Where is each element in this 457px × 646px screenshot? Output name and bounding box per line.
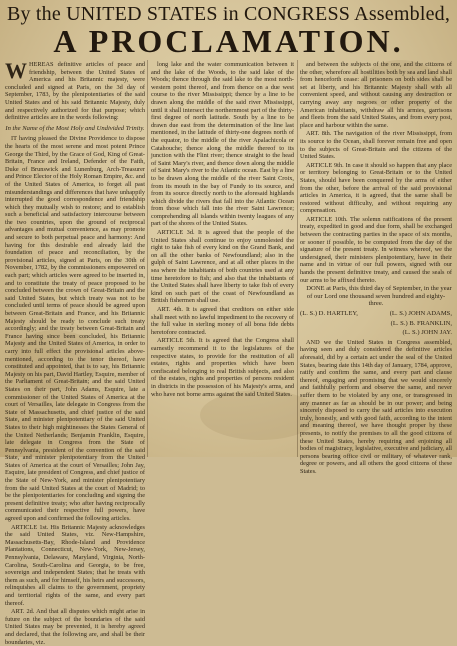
treaty-intro: IT having pleased the Divine Providence to dispose the hearts of the most serene and most potent Prince George the Third, by the Grace of God, King of Great-Britain, France and Ireland, Defender of the Faith, Duke of Brunswick and Lunenburg, Arch-Treasurer and Prince Elector of the Holy Roman Empire, &c. and of the United States of America, to forget all past misunderstandings and differences that have unhappily interrupted the good correspondence and friendship which they mutually wish to restore; and to establish such a beneficial and satisfactory intercourse between the two countries, upon the ground of reciprocal advantages and mutual convenience, as may promote and secure to both perpetual peace and harmony: And having for this desirable end already laid the foundation of peace and reconciliation, by the provisional articles, signed at Paris, on the 30th of November, 1782, by the commissioners empowered on each part; which articles were agreed to be inserted in, and to constitute the treaty of peace proposed to be concluded between the crown of Great-Britain and the said United States, but which treaty was not to be concluded until terms of peace should be agreed upon between Great-Britain and France, and his Britannic Majesty should be ready to conclude such treaty accordingly; and the treaty between Great-Britain and France having since been concluded, his Britannic Majesty and the United States of America, in order to carry into full effect the provisional articles above-mentioned, according to the tenor thereof, have constituted and appointed, that is to say, his Britannic Majesty on his part, David Hartley, Esquire, member of the Parliament of Great-Britain; and the said United States on their part, John Adams, Esquire, late a commissioner of the United States of America at the court of Versailles, late delegate in Congress from the State of Massachusetts, and chief justice of the said State, and minister plenipotentiary of the said United States to their high mightinesses the States General of the United Netherlands; Benjamin Franklin, Esquire, late delegate in Congress from the State of Pennsylvania, president of the convention of the said State, and minister plenipotentiary from the United States of America at the court of Versailles; John Jay, Esquire, late president of Congress, and chief justice of the State of New-York, and minister plenipotentiary from the said United States at the court of Madrid; to be the plenipotentiaries for concluding and signing the present definitive treaty; who after having reciprocally communicated their respective full powers, have agreed upon and confirmed the following articles. xyxy=(5,135,146,523)
signature-hartley: (L. S.) D. HARTLEY, xyxy=(300,310,358,317)
signature-row xyxy=(300,320,452,328)
column-left xyxy=(5,58,146,646)
signature-row xyxy=(300,310,452,318)
signature-franklin: (L. S.) B. FRANKLIN, xyxy=(390,319,452,327)
article-7-text: and between the subjects of the one, and the citizens of the other, wherefore all hostilities both by sea and land shall from henceforth cease: all prisoners on both sides shall be set at liberty, and his Britannic Majesty shall with all convenient speed, and without causing any destruction or carrying away any negroes or other property of the American inhabitants, withdraw all his armies, garrisons and fleets from the said United States, and from every post, place and harbour within the same. xyxy=(300,61,452,129)
header-proclamation: A PROCLAMATION. xyxy=(53,23,404,59)
article-5: ARTICLE 5th. It is agreed that the Congress shall earnestly recommend it to the legislatures of the respective states, to provide for the restitution of all estates, rights and properties which have been confiscated belonging to real British subjects, and also of the estates, rights and properties of persons resident in districts in the possession of his Majesty's arms, and who have not borne arms against the said United States. xyxy=(151,337,294,398)
article-9: ARTICLE 9th. In case it should so happen that any place or territory belonging to Great-Britain or to the United States, should have been conquered by the arms of either from the other, before the arrival of the said provisional articles in America, it is agreed, that the same shall be restored without difficulty, and without requiring any compensation. xyxy=(300,161,452,215)
congress-ratification: AND we the United States in Congress assembled, having seen and duly considered the definitive articles aforesaid, did by a certain act under the seal of the United States, bearing date this 14th day of January, 1784, approve, ratify and confirm the same, and every part and clause thereof, engaging and promising that we would sincerely and faithfully perform and observe the same, and never suffer them to be violated by any one, or transgressed in any manner as far as should be in our power; and being sincerely disposed to carry the said articles into execution truly, honestly, and with good faith, according to the intent and meaning thereof, we have thought proper by these presents, to notify the premises to all the good citizens of these United States, hereby requiring and enjoining all bodies of magistracy, legislative, executive and judiciary, all persons bearing office civil or military, of whatever rank, degree or powers, and all others the good citizens of these States. xyxy=(300,338,453,475)
invocation: In the Name of the Most Holy and Undivided Trinity. xyxy=(5,124,145,132)
header-assembled: By the UNITED STATES in CONGRESS Assembled, xyxy=(6,3,451,25)
signature-jay: (L. S.) JOHN JAY. xyxy=(402,329,452,337)
article-1: ARTICLE 1st. His Britannic Majesty acknowledges the said United States, viz. New-Hampshire, Massachusetts-Bay, Rhode-Island and Providence Plantations, Connecticut, New-York, New-Jersey, Pennsylvania, Delaware, Maryland, Virginia, North-Carolina, South-Carolina and Georgia, to be free, sovereign and independent States; that he treats with them as such, and for himself, his heirs and successors, relinquishes all claims to the government, propriety and territorial rights of the same, and every part thereof. xyxy=(5,523,145,607)
preamble: HEREAS definitive articles of peace and friendship, between the United States of America and his Britannic majesty, were concluded and signed at Paris, on the 3d day of September, 1783, by the plenipotentiaries of the said United States and of his said Britannic Majesty, duly and respectively authorized for that purpose; which definitive articles are in the words following: xyxy=(5,61,145,122)
signature-adams: (L. S.) JOHN ADAMS, xyxy=(389,310,452,317)
column-divider xyxy=(297,60,298,457)
drop-cap: W xyxy=(5,58,27,83)
boundaries-text: long lake and the water communication between it and the lake of the Woods, to the said lake of the Woods; thence through the said lake to the most north-western point thereof, and from thence on a due west course to the river Mississippi; thence by a line to be drawn along the middle of the said river Mississippi, until it shall intersect the northernmost part of the thirty-first degree of north latitude. South by a line to be drawn due east from the determination of the line last mentioned, in the latitude of thirty-one degrees north of the equator, to the middle of the river Apalachicola or Catahouche; thence along the middle thereof to its junction with the Flint river; thence straight to the head of Saint Mary's river, and thence down along the middle of Saint Mary's river to the Atlantic ocean. East by a line to be drawn along the middle of the river Saint Croix, from its mouth in the bay of Fundy to its source, and from its source directly north to the aforesaid highlands which divide the rivers that fall into the Atlantic Ocean from those which fall into the river Saint Lawrence; comprehending all islands within twenty leagues of any part of the shores of the United States. xyxy=(151,61,294,228)
column-right xyxy=(300,61,453,475)
done-at-paris: DONE at Paris, this third day of September, in the year of our Lord one thousand seven hundred and eighty-three. xyxy=(306,285,452,308)
article-8: ART. 8th. The navigation of the river Mississippi, from its source to the Ocean, shall forever remain free and open to the subjects of Great-Britain and the citizens of the United States. xyxy=(300,130,452,161)
signature-row xyxy=(300,329,452,337)
column-divider xyxy=(147,60,148,457)
article-4: ART. 4th. It is agreed that creditors on either side shall meet with no lawful impediment to the recovery of the full value in sterling money of all bona fide debts heretofore contracted. xyxy=(151,306,294,336)
article-10: ARTICLE 10th. The solemn ratifications of the present treaty, expedited in good and due form, shall be exchanged between the contracting parties in the space of six months, or sooner if possible, to be computed from the day of the signature of the present treaty. In witness whereof, we the undersigned, their ministers plenipotentiary, have in their name and in virtue of our full powers, signed with our hands the present definitive treaty, and caused the seals of our arms to be affixed thereto. xyxy=(300,215,452,284)
column-middle xyxy=(151,61,294,457)
article-2: ART. 2d. And that all disputes which might arise in future on the subject of the boundaries of the said United States may be prevented, it is hereby agreed and declared, that the following are, and shall be their boundaries, viz. xyxy=(5,608,145,646)
article-3: ARTICLE 3d. It is agreed that the people of the United States shall continue to enjoy unmolested the right to take fish of every kind on the Grand Bank, and on all the other banks of Newfoundland; also in the gulph of Saint Lawrence, and at all other places in the sea where the inhabitants of both countries used at any time heretofore to fish; and also that the inhabitants of the United States shall have liberty to take fish of every kind on such part of the coast of Newfoundland as British fishermen shall use. xyxy=(151,229,294,305)
